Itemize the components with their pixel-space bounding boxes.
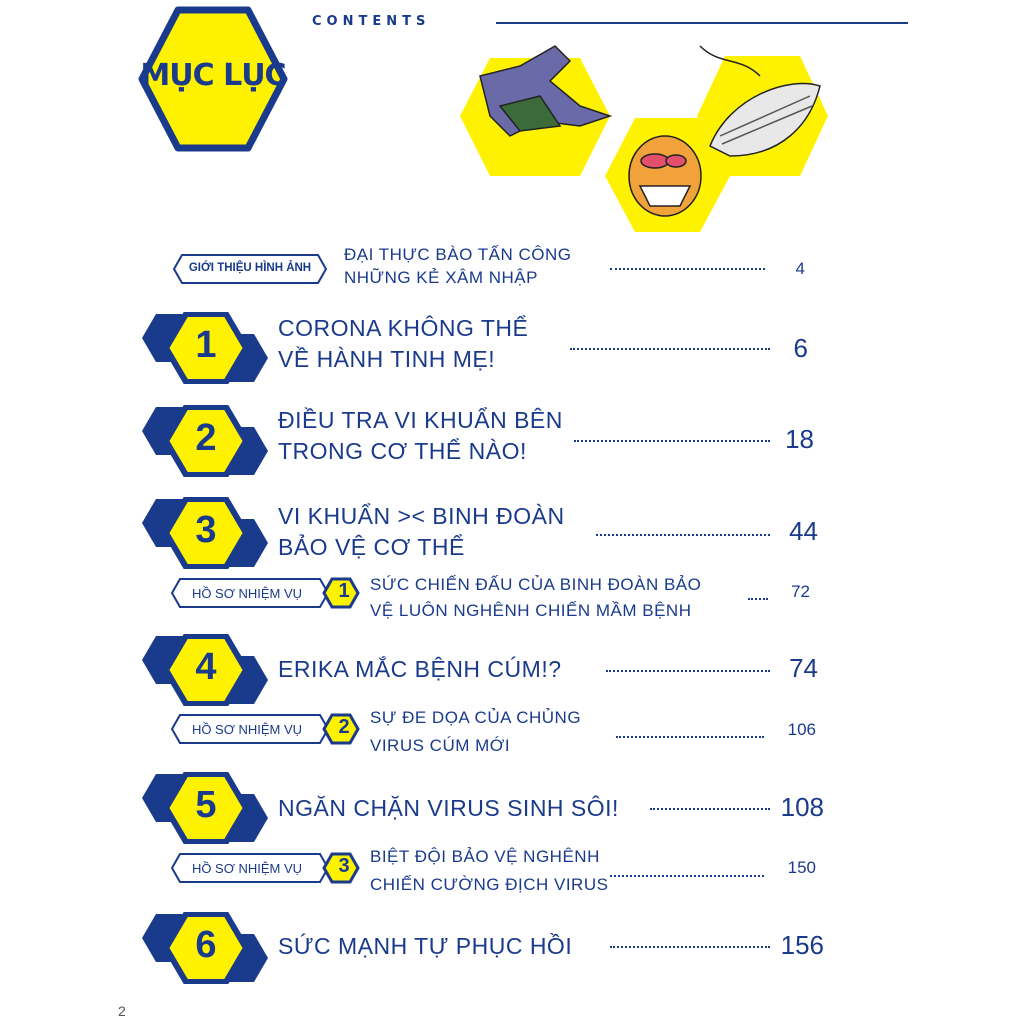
chapter-3-leader-dots: [596, 534, 770, 536]
header-rule: [496, 22, 908, 24]
mission-3-tag-label: HỒ SƠ NHIỆM VỤ: [191, 861, 303, 876]
chapter-3-page[interactable]: 44: [789, 516, 818, 546]
chapter-4-number: 4: [195, 646, 217, 688]
mission-2-leader-dots: [616, 736, 764, 738]
chapter-3-number: 3: [195, 509, 217, 551]
chapter-2-page[interactable]: 18: [785, 424, 814, 454]
footer-page-number: 2: [118, 1003, 126, 1019]
chapter-3-title-line1[interactable]: VI KHUẨN >< BINH ĐOÀN: [278, 503, 565, 529]
intro-leader-dots: [610, 268, 765, 270]
mission-1-title-line2[interactable]: VỆ LUÔN NGHÊNH CHIẾN MẦM BỆNH: [370, 601, 692, 620]
chapter-2-number: 2: [195, 417, 217, 459]
mission-1-tag-label: HỒ SƠ NHIỆM VỤ: [191, 586, 303, 601]
chapter-3-title-line2[interactable]: BẢO VỆ CƠ THỂ: [278, 534, 465, 560]
chapter-1-title-line2[interactable]: VỀ HÀNH TINH MẸ!: [278, 346, 496, 372]
mission-3-number: 3: [338, 855, 350, 877]
mission-2-page[interactable]: 106: [787, 720, 816, 739]
chapter-4-leader-dots: [606, 670, 770, 672]
mission-1-title-line1[interactable]: SỨC CHIẾN ĐẤU CỦA BINH ĐOÀN BẢO: [370, 575, 702, 594]
chapter-4-page[interactable]: 74: [789, 653, 818, 683]
chapter-6-leader-dots: [610, 946, 770, 948]
intro-tag-label: GIỚI THIỆU HÌNH ẢNH: [188, 262, 312, 274]
mission-1-page[interactable]: 72: [791, 582, 810, 601]
contents-label: CONTENTS: [312, 14, 431, 29]
mission-3-title-line2[interactable]: CHIẾN CƯỜNG ĐỊCH VIRUS: [370, 875, 609, 894]
intro-title-line2[interactable]: NHỮNG KẺ XÂM NHẬP: [344, 268, 538, 287]
mission-3-title-line1[interactable]: BIỆT ĐỘI BẢO VỆ NGHÊNH: [370, 847, 600, 866]
mission-3-leader-dots: [610, 875, 764, 877]
mission-3-page[interactable]: 150: [787, 858, 816, 877]
chapter-5-page[interactable]: 108: [780, 792, 824, 822]
chapter-2-title-line1[interactable]: ĐIỀU TRA VI KHUẨN BÊN: [278, 407, 563, 433]
chapter-5-number: 5: [195, 784, 217, 826]
chapter-1-number: 1: [195, 324, 217, 366]
chapter-4-title-line1[interactable]: ERIKA MẮC BỆNH CÚM!?: [278, 656, 562, 682]
chapter-1-leader-dots: [570, 348, 770, 350]
chapter-5-title-line1[interactable]: NGĂN CHẶN VIRUS SINH SÔI!: [278, 795, 619, 821]
chapter-2-leader-dots: [574, 440, 770, 442]
mission-2-title-line2[interactable]: VIRUS CÚM MỚI: [370, 736, 511, 755]
mission-1-number: 1: [338, 580, 350, 602]
chapter-1-title-line1[interactable]: CORONA KHÔNG THỂ: [278, 315, 529, 341]
chapter-1-page[interactable]: 6: [793, 333, 808, 363]
chapter-5-leader-dots: [650, 808, 770, 810]
chapter-6-title-line1[interactable]: SỨC MẠNH TỰ PHỤC HỒI: [278, 933, 573, 959]
intro-title-line1[interactable]: ĐẠI THỰC BÀO TẤN CÔNG: [344, 245, 572, 264]
chapter-2-title-line2[interactable]: TRONG CƠ THỂ NÀO!: [278, 438, 527, 464]
mission-2-number: 2: [338, 716, 350, 738]
chapter-6-number: 6: [195, 924, 217, 966]
chapter-6-page[interactable]: 156: [780, 930, 824, 960]
intro-page[interactable]: 4: [795, 259, 805, 278]
fish-creature-icon: [629, 136, 701, 216]
mission-2-title-line1[interactable]: SỰ ĐE DỌA CỦA CHỦNG: [370, 708, 582, 727]
header-illustration: [460, 36, 840, 232]
page-title: MỤC LỤC: [140, 58, 286, 93]
mission-2-tag-label: HỒ SƠ NHIỆM VỤ: [191, 722, 303, 737]
